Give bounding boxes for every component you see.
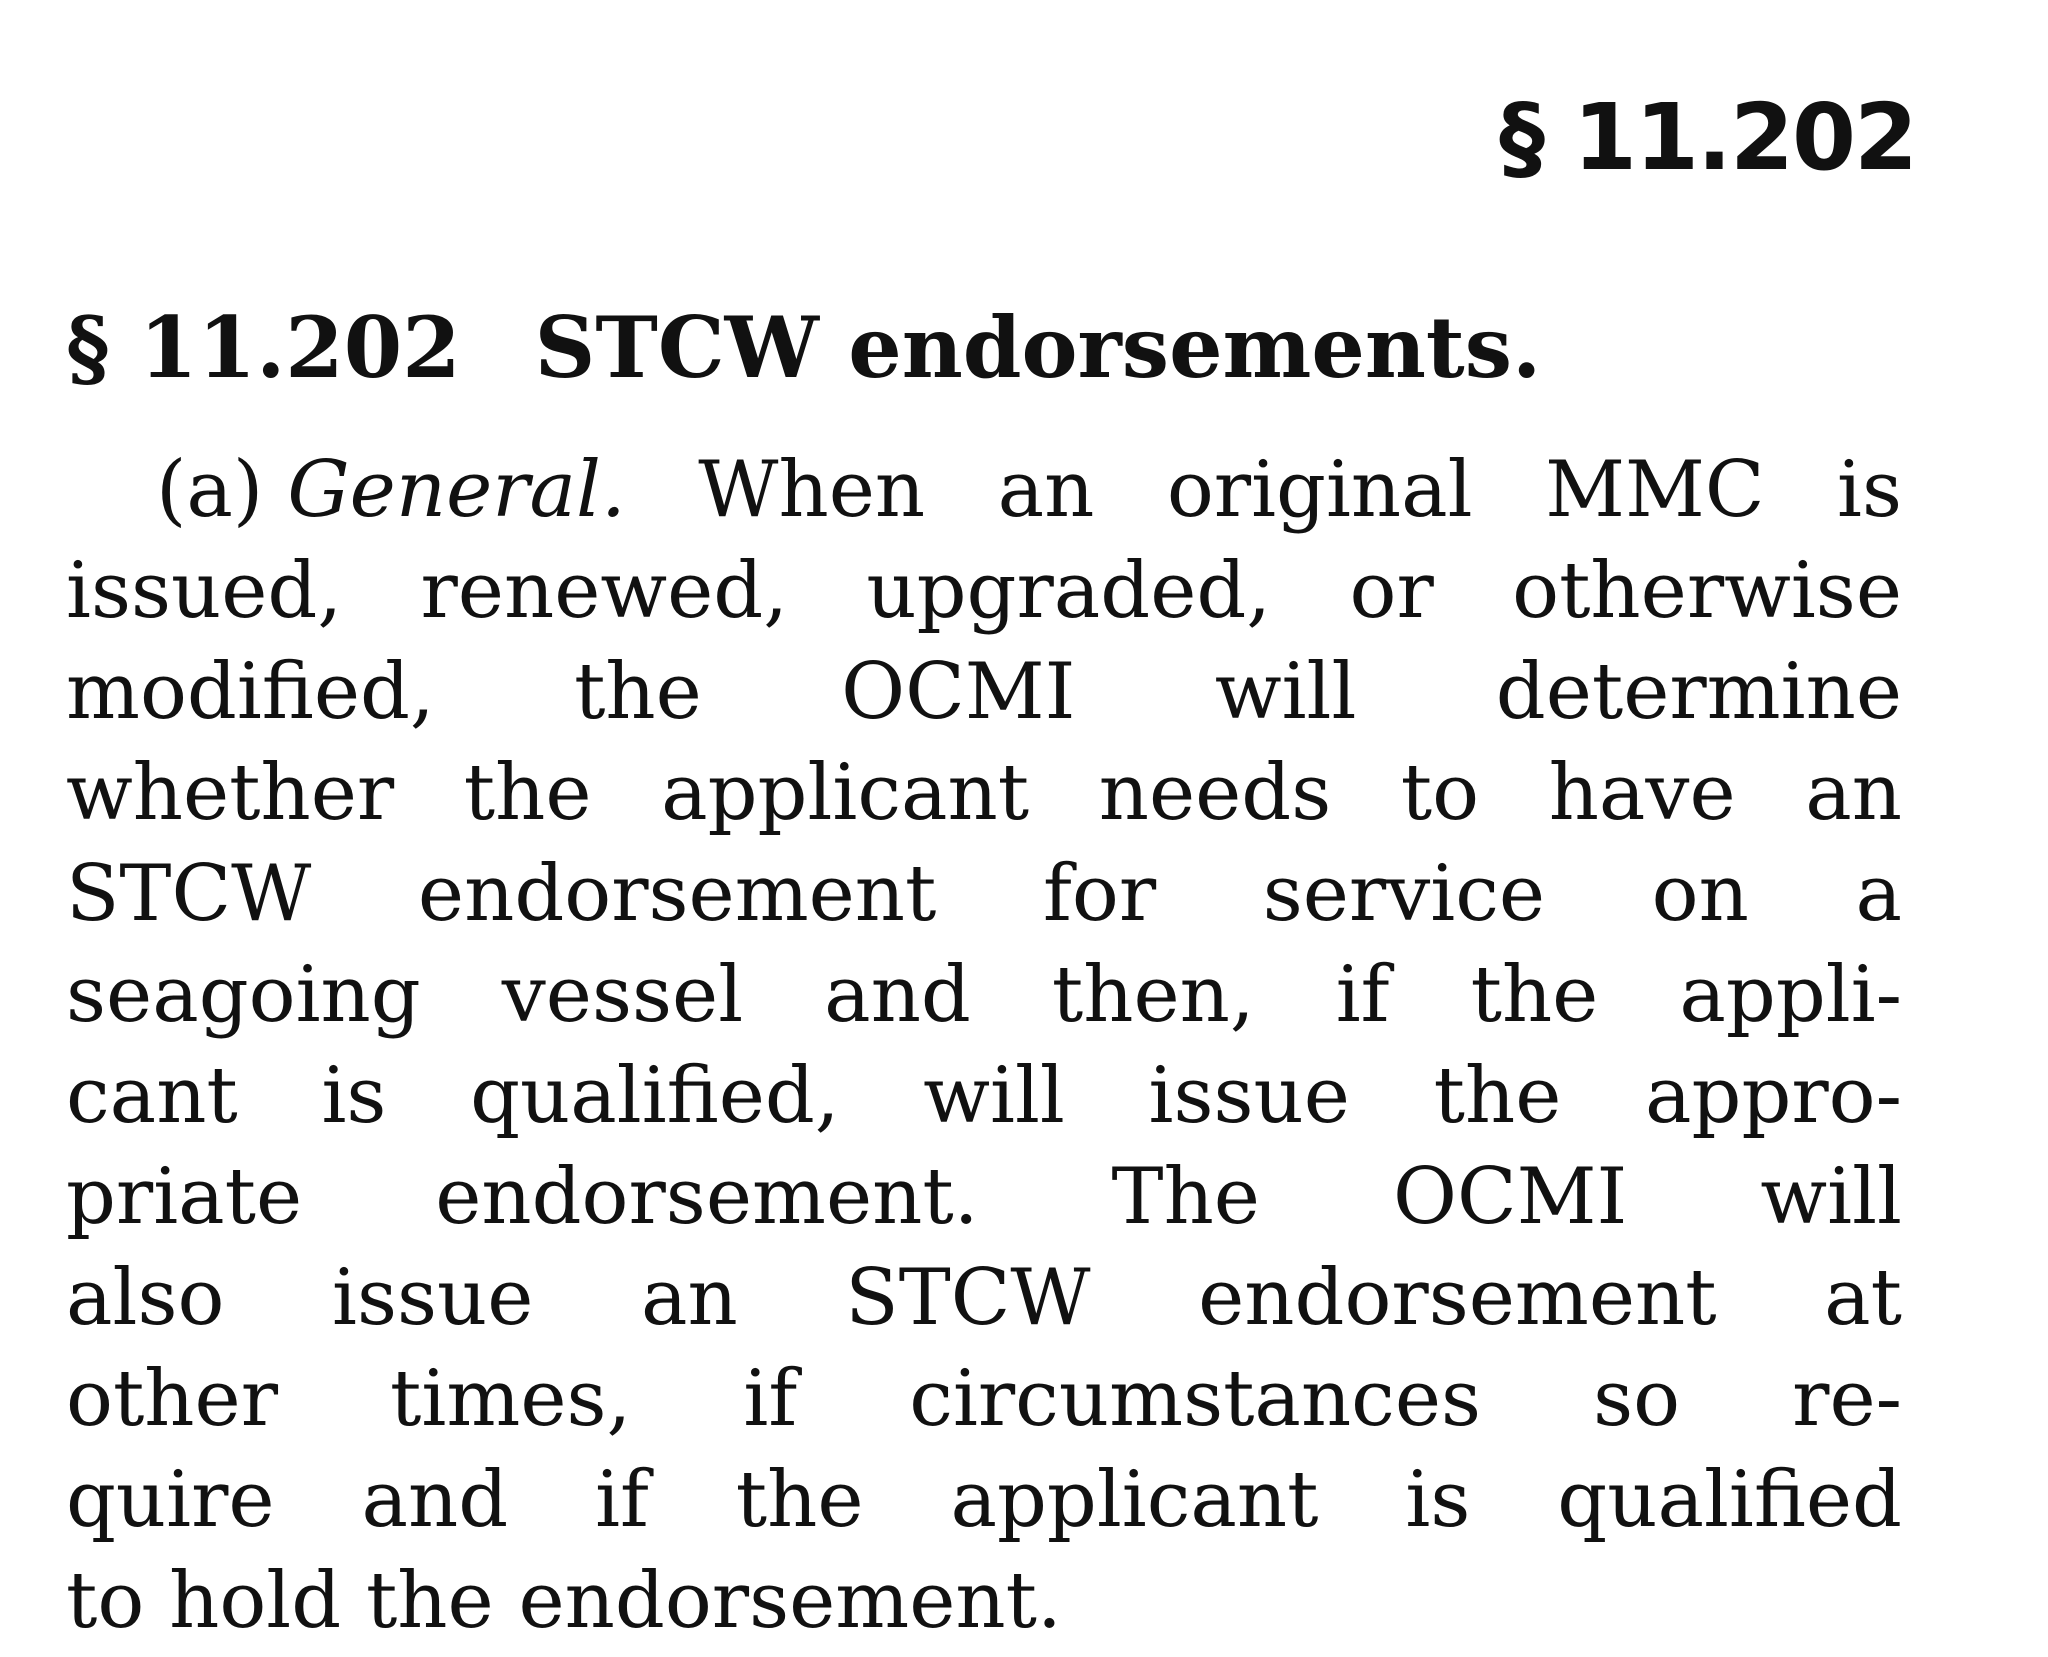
- paragraph-line: to hold the endorsement.: [66, 1556, 1062, 1646]
- paragraph-line: other times, if circumstances so re-: [66, 1354, 1902, 1444]
- section-title: STCW endorsements.: [534, 298, 1542, 397]
- paragraph-heading: General.: [287, 445, 626, 535]
- section-number: § 11.202: [66, 298, 461, 397]
- paragraph-line: [66, 440, 1902, 541]
- section-heading: [66, 298, 1542, 397]
- paragraph-label: (a): [156, 445, 264, 535]
- paragraph-line: also issue an STCW endorsement at: [66, 1253, 1902, 1343]
- paragraph-line: STCW endorsement for service on a: [66, 849, 1902, 939]
- paragraph-line: whether the applicant needs to have an: [66, 748, 1902, 838]
- paragraph-line: cant is qualified, will issue the appro-: [66, 1051, 1902, 1141]
- paragraph-a: [66, 440, 1902, 1652]
- paragraph-line: quire and if the applicant is qualified: [66, 1455, 1902, 1545]
- paragraph-line: issued, renewed, upgraded, or otherwise: [66, 546, 1902, 636]
- paragraph-line: modified, the OCMI will determine: [66, 647, 1902, 737]
- paragraph-line: seagoing vessel and then, if the appli-: [66, 950, 1902, 1040]
- paragraph-line-text: When an original MMC is: [698, 445, 1902, 535]
- paragraph-line: priate endorsement. The OCMI will: [66, 1152, 1902, 1242]
- running-head: § 11.202: [1498, 84, 1916, 191]
